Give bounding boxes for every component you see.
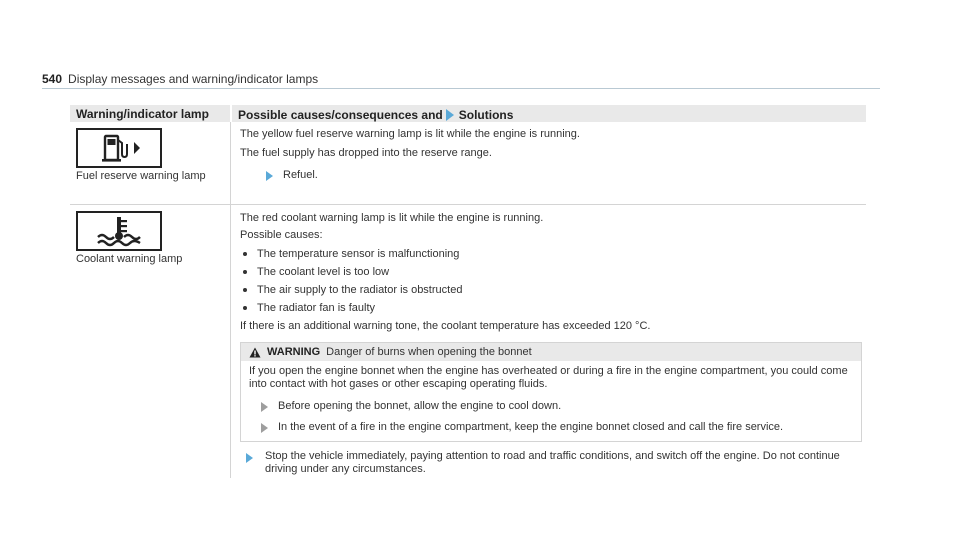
step-arrow-icon (246, 453, 253, 463)
table-row (70, 122, 866, 205)
step-arrow-icon (266, 171, 273, 181)
causes-label: Possible causes: (240, 229, 323, 241)
column-header-solutions (230, 105, 866, 122)
table-header (70, 105, 866, 122)
step-text: In the event of a fire in the engine compartment, keep the engine bonnet closed and call the fire service. (278, 421, 784, 433)
step-arrow-icon (261, 402, 268, 412)
warning-body (241, 361, 861, 441)
lamp-cell (70, 122, 230, 204)
fuel-pump-icon (76, 128, 162, 168)
lamp-label: Fuel reserve warning lamp (76, 170, 206, 182)
warning-text: If you open the engine bonnet when the engine has overheated or during a fire in the engine compartment, you could come into contact with hot gases or other escaping operating fluids. (249, 365, 848, 390)
list-item: The temperature sensor is malfunctioning (240, 245, 866, 263)
page-header (42, 72, 318, 86)
warning-title: WARNING (267, 346, 321, 358)
list-item: The air supply to the radiator is obstructed (240, 281, 866, 299)
column-header-lamp: Warning/indicator lamp (76, 107, 209, 121)
page-number: 540 (42, 72, 63, 86)
table-row (70, 205, 866, 478)
warning-subtitle: Danger of burns when opening the bonnet (326, 346, 532, 358)
list-item: The coolant level is too low (240, 263, 866, 281)
solutions-cell (230, 205, 866, 478)
solution-step (266, 168, 866, 183)
description-text: If there is an additional warning tone, the coolant temperature has exceeded 120 °C. (240, 320, 651, 332)
description-text: The red coolant warning lamp is lit while the engine is running. (240, 212, 544, 224)
description-text: The yellow fuel reserve warning lamp is lit while the engine is running. (240, 128, 580, 140)
warning-step (261, 420, 853, 435)
lamp-cell (70, 205, 230, 478)
step-arrow-icon (261, 423, 268, 433)
description-text: The fuel supply has dropped into the reserve range. (240, 147, 492, 159)
step-text: Refuel. (283, 169, 318, 181)
warning-lamp-table (70, 105, 866, 478)
warning-step (261, 399, 853, 414)
column-header-solutions-suffix: Solutions (458, 108, 514, 122)
solution-step (246, 450, 866, 476)
warning-header (241, 343, 861, 361)
causes-list (240, 245, 866, 317)
column-header-solutions-label: Possible causes/consequences and (238, 108, 443, 122)
warning-triangle-icon (249, 347, 261, 358)
page-title: Display messages and warning/indicator lamps (68, 72, 319, 86)
lamp-label: Coolant warning lamp (76, 253, 183, 265)
coolant-temperature-icon (76, 211, 162, 251)
warning-box (240, 342, 862, 442)
list-item: The radiator fan is faulty (240, 299, 866, 317)
step-text: Before opening the bonnet, allow the engine to cool down. (278, 400, 562, 412)
solution-arrow-icon (446, 109, 454, 121)
step-text: Stop the vehicle immediately, paying attention to road and traffic conditions, and switch off the engine. Do not continue driving under any circumstances. (265, 450, 840, 475)
solutions-cell (230, 122, 866, 204)
header-divider (42, 88, 880, 89)
